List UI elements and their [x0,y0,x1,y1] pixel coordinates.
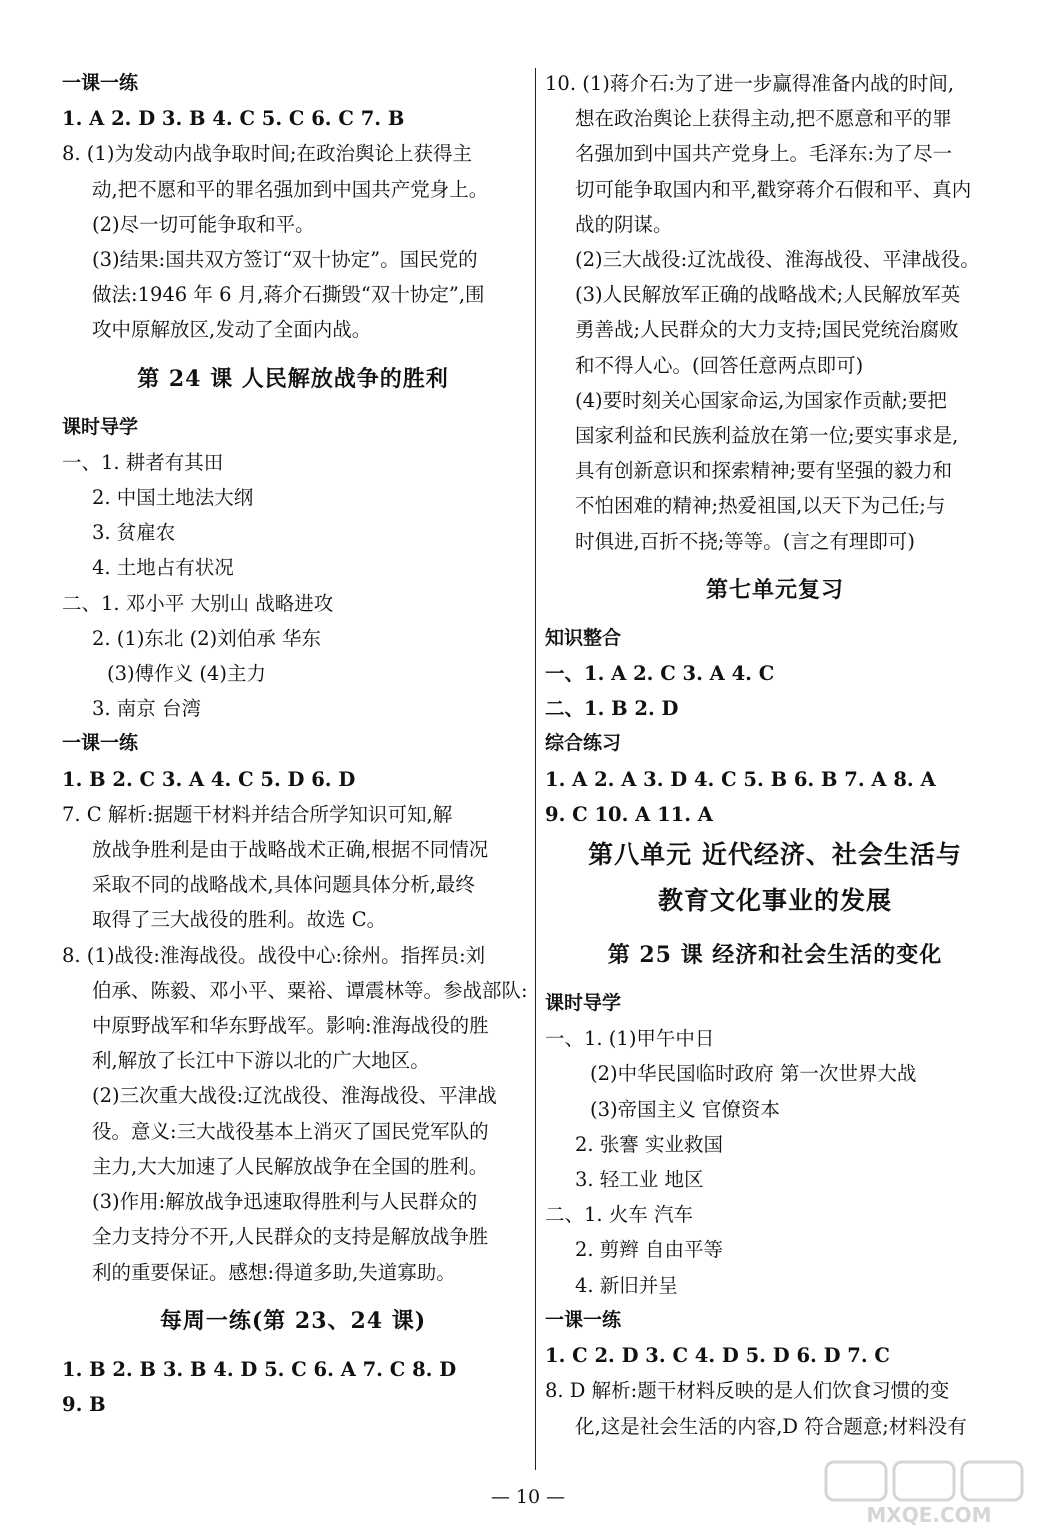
right-line-0: 10. (1)蒋介石:为了进一步赢得准备内战的时间, [545,72,955,95]
right-line-15: 知识整合 [545,626,622,649]
right-line-27: (3)帝国主义 官僚资本 [590,1097,780,1121]
watermark-text: MXQE.COM [866,1503,992,1527]
left-line-3: 动,把不愿和平的罪名强加到中国共产党身上。 [92,177,489,201]
right-line-22: 教育文化事业的发展 [657,886,892,916]
right-line-4: 战的阴谋。 [575,212,673,236]
right-line-35: 8. D 解析:题干材料反映的是人们饮食习惯的变 [545,1379,950,1403]
watermark-logo [824,1458,1034,1528]
left-line-24: 8. (1)战役:淮海战役。战役中心:徐州。指挥员:刘 [62,943,486,967]
left-line-19: 1. B 2. C 3. A 4. C 5. D 6. D [62,767,356,791]
right-line-17: 二、1. B 2. D [545,697,679,721]
right-line-8: 和不得人心。(回答任意两点即可) [575,353,864,377]
left-line-18: 一课一练 [62,732,139,755]
left-line-12: 3. 贫雇农 [92,521,176,545]
right-line-30: 二、1. 火车 汽车 [545,1203,694,1227]
right-line-25: 一、1. (1)甲午中日 [545,1027,715,1051]
right-line-31: 2. 剪辫 自由平等 [575,1238,724,1262]
left-line-36: 9. B [62,1392,106,1416]
right-line-12: 不怕困难的精神;热爱祖国,以天下为己任;与 [575,494,946,518]
left-line-6: 做法:1946 年 6 月,蒋介石撕毁“双十协定”,围 [92,283,485,307]
left-line-27: 利,解放了长江中下游以北的广大地区。 [92,1049,430,1073]
right-line-7: 勇善战;人民群众的大力支持;国民党统治腐败 [575,318,959,342]
left-line-25: 伯承、陈毅、邓小平、粟裕、谭震林等。参战部队: [92,978,528,1002]
left-line-21: 放战争胜利是由于战略战术正确,根据不同情况 [92,838,489,862]
left-line-22: 采取不同的战略战术,具体问题具体分析,最终 [92,873,475,897]
right-line-2: 名强加到中国共产党身上。毛泽东:为了尽一 [575,142,953,166]
right-line-26: (2)中华民国临时政府 第一次世界大战 [590,1062,917,1086]
right-line-32: 4. 新旧并呈 [575,1273,678,1297]
right-line-23: 第 25 课 经济和社会生活的变化 [607,942,943,969]
right-line-1: 想在政治舆论上获得主动,把不愿意和平的罪 [575,107,952,131]
left-line-28: (2)三次重大战役:辽沈战役、淮海战役、平津战 [92,1084,497,1108]
left-line-9: 课时导学 [62,415,139,438]
left-line-29: 役。意义:三大战役基本上消灭了国民党军队的 [92,1119,489,1143]
left-line-11: 2. 中国土地法大纲 [92,486,254,510]
right-line-24: 课时导学 [545,992,622,1015]
right-line-19: 1. A 2. A 3. D 4. C 5. B 6. B 7. A 8. A [545,767,936,791]
left-line-26: 中原野战军和华东野战军。影响:淮海战役的胜 [92,1014,489,1038]
left-line-30: 主力,大大加速了人民解放战争在全国的胜利。 [92,1154,489,1178]
left-line-31: (3)作用:解放战争迅速取得胜利与人民群众的 [92,1190,478,1214]
right-line-36: 化,这是社会生活的内容,D 符合题意;材料没有 [575,1414,967,1438]
left-line-1: 1. A 2. D 3. B 4. C 5. C 6. C 7. B [62,107,405,131]
left-line-10: 一、1. 耕者有其田 [62,450,224,474]
right-column [545,66,1005,1444]
left-line-23: 取得了三大战役的胜利。故选 C。 [92,908,387,932]
left-line-4: (2)尽一切可能争取和平。 [92,212,315,236]
left-line-14: 二、1. 邓小平 大别山 战略进攻 [62,591,334,615]
right-line-29: 3. 轻工业 地区 [575,1168,704,1192]
left-column [62,66,528,1422]
right-line-10: 国家利益和民族利益放在第一位;要实事求是, [575,424,959,448]
page-number: — 10 — [490,1486,566,1508]
left-line-15: 2. (1)东北 (2)刘伯承 华东 [92,626,321,650]
right-line-5: (2)三大战役:辽沈战役、淮海战役、平津战役。 [575,248,980,272]
left-line-17: 3. 南京 台湾 [92,697,202,721]
right-line-3: 切可能争取国内和平,戳穿蒋介石假和平、真内 [575,177,972,201]
left-line-32: 全力支持分不开,人民群众的支持是解放战争胜 [92,1225,489,1249]
right-line-9: (4)要时刻关心国家命运,为国家作贡献;要把 [575,388,947,412]
left-line-34: 每周一练(第 23、24 课) [159,1307,427,1334]
right-line-16: 一、1. A 2. C 3. A 4. C [545,662,775,686]
left-line-8: 第 24 课 人民解放战争的胜利 [137,365,449,392]
column-divider [535,68,536,1470]
left-line-7: 攻中原解放区,发动了全面内战。 [92,318,372,342]
left-line-5: (3)结果:国共双方签订“双十协定”。国民党的 [92,248,478,272]
left-line-33: 利的重要保证。感想:得道多助,失道寡助。 [92,1260,456,1284]
right-line-34: 1. C 2. D 3. C 4. D 5. D 6. D 7. C [545,1344,890,1368]
right-line-13: 时俱进,百折不挠;等等。(言之有理即可) [575,529,915,553]
left-line-20: 7. C 解析:据题干材料并结合所学知识可知,解 [62,802,453,826]
left-line-35: 1. B 2. B 3. B 4. D 5. C 6. A 7. C 8. D [62,1357,457,1381]
right-line-21: 第八单元 近代经济、社会生活与 [588,840,962,870]
right-line-11: 具有创新意识和探索精神;要有坚强的毅力和 [575,459,953,483]
right-line-20: 9. C 10. A 11. A [545,802,713,826]
right-line-6: (3)人民解放军正确的战略战术;人民解放军英 [575,283,961,307]
right-line-18: 综合练习 [545,732,622,755]
left-line-16: (3)傅作义 (4)主力 [107,662,266,686]
left-line-0: 一课一练 [62,72,139,94]
left-line-2: 8. (1)为发动内战争取时间;在政治舆论上获得主 [62,142,472,166]
left-line-13: 4. 土地占有状况 [92,556,234,580]
right-line-28: 2. 张謇 实业救国 [575,1132,724,1156]
right-line-33: 一课一练 [545,1308,622,1331]
right-line-14: 第七单元复习 [705,576,844,603]
